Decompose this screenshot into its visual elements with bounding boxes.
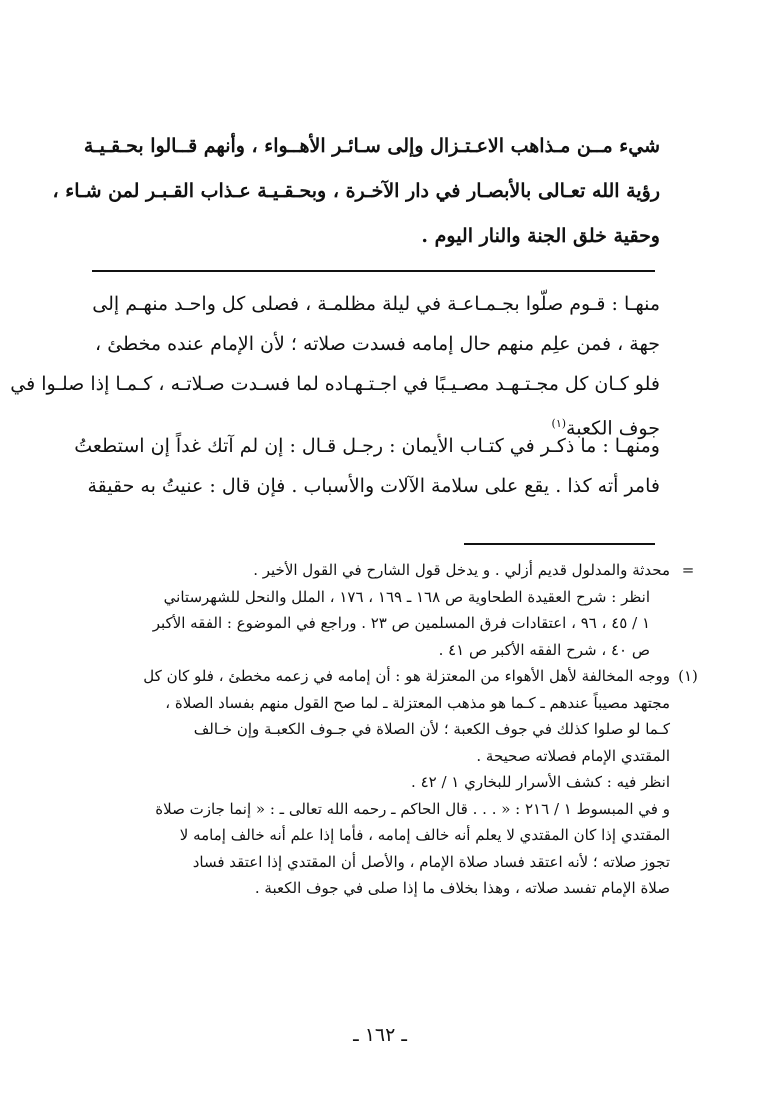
top-paragraph — [52, 124, 660, 259]
footnote-line: المقتدي الإمام فصلاته صحيحة . — [476, 746, 670, 765]
footnote-line: ص ٤٠ ، شرح الفقه الأكبر ص ٤١ . — [438, 640, 650, 659]
footnote-line: و في المبسوط ١ / ٢١٦ : « . . . قال الحاكم ـ رحمه الله تعالى ـ : « إنما جازت صلاة — [155, 799, 670, 818]
text-line: وحقية خلق الجنة والنار اليوم . — [421, 225, 660, 247]
footnote-line: صلاة الإمام تفسد صلاته ، وهذا بخلاف ما إذا صلى في جوف الكعبة . — [254, 879, 670, 897]
footnote-line: تجوز صلاته ؛ لأنه اعتقد فساد صلاة الإمام ، والأصل أن المقتدي إذا اعتقد فساد — [192, 852, 670, 871]
footnote-line: انظر : شرح العقيدة الطحاوية ص ١٦٨ ـ ١٦٩ ، ١٧٦ ، الملل والنحل للشهرستاني — [163, 587, 650, 606]
footnote-marker: = — [681, 561, 695, 579]
footnote-continuation — [90, 557, 695, 663]
footnote-line: المقتدي إذا كان المقتدي لا يعلم أنه خالف إمامه ، فأما إذا علم أنه خالف إمامه لا — [179, 826, 670, 844]
text-line: فلو كـان كل مجـتـهـد مصـيـبًا في اجـتـهـاده لما فسـدت صـلاتـه ، كـمـا إذا صلـوا في — [10, 373, 660, 395]
footnote-line: كـما لو صلوا كذلك في جوف الكعبة ؛ لأن الصلاة في جـوف الكعبـة وإن خـالف — [193, 720, 670, 738]
paragraph-two — [74, 426, 660, 506]
footnotes-section — [90, 557, 698, 902]
section-divider — [92, 270, 655, 272]
footnote-one — [90, 663, 698, 902]
text-line: جهة ، فمن علِم منهم حال إمامه فسدت صلاته ؛ لأن الإمام عنده مخطئ ، — [95, 333, 660, 355]
page-number: ـ ١٦٢ ـ — [353, 1024, 407, 1046]
footnote-line: محدثة والمدلول قديم أزلي . و يدخل قول الشارح في القول الأخير . — [253, 561, 670, 579]
text-line: رؤية الله تعـالى بالأبصـار في دار الآخـرة ، وبحـقـيـة عـذاب القـبـر لمن شـاء ، — [52, 180, 660, 202]
footnote-reference[interactable]: (١) — [551, 417, 567, 430]
text-line: فامر أته كذا . يقع على سلامة الآلات والأسباب . فإن قال : عنيتُ به حقيقة — [87, 475, 660, 497]
footnote-line: ووجه المخالفة لأهل الأهواء من المعتزلة هو : أن إمامه في زعمه مخطئ ، فلو كان كل — [143, 667, 670, 685]
footnote-line: ١ / ٤٥ ، ٩٦ ، اعتقادات فرق المسلمين ص ٢٣ . وراجع في الموضوع : الفقه الأكبر — [152, 614, 650, 632]
text-line: ومنهـا : ما ذكـر في كتـاب الأيمان : رجـل قـال : إن لم آتك غداً إن استطعتُ — [74, 435, 660, 457]
paragraph-one — [10, 284, 660, 448]
text-fragment: جوف الكعبة — [566, 417, 660, 440]
footnote-line: مجتهد مصيباً عندهم ـ كـما هو مذهب المعتزلة ـ لما صح القول منهم بفساد الصلاة ، — [165, 693, 670, 712]
text-line: شيء مــن مـذاهب الاعـتـزال وإلى سـائـر الأهــواء ، وأنهم قــالوا بحـقـيـة — [83, 135, 660, 157]
footnote-line: انظر فيه : كشف الأسرار للبخاري ١ / ٤٢ . — [411, 773, 670, 791]
footnote-marker: (١) — [678, 667, 698, 685]
text-line: منهـا : قـوم صلّوا بجـمـاعـة في ليلة مظلمـة ، فصلى كل واحـد منهـم إلى — [92, 293, 660, 315]
footnote-divider — [464, 543, 655, 545]
